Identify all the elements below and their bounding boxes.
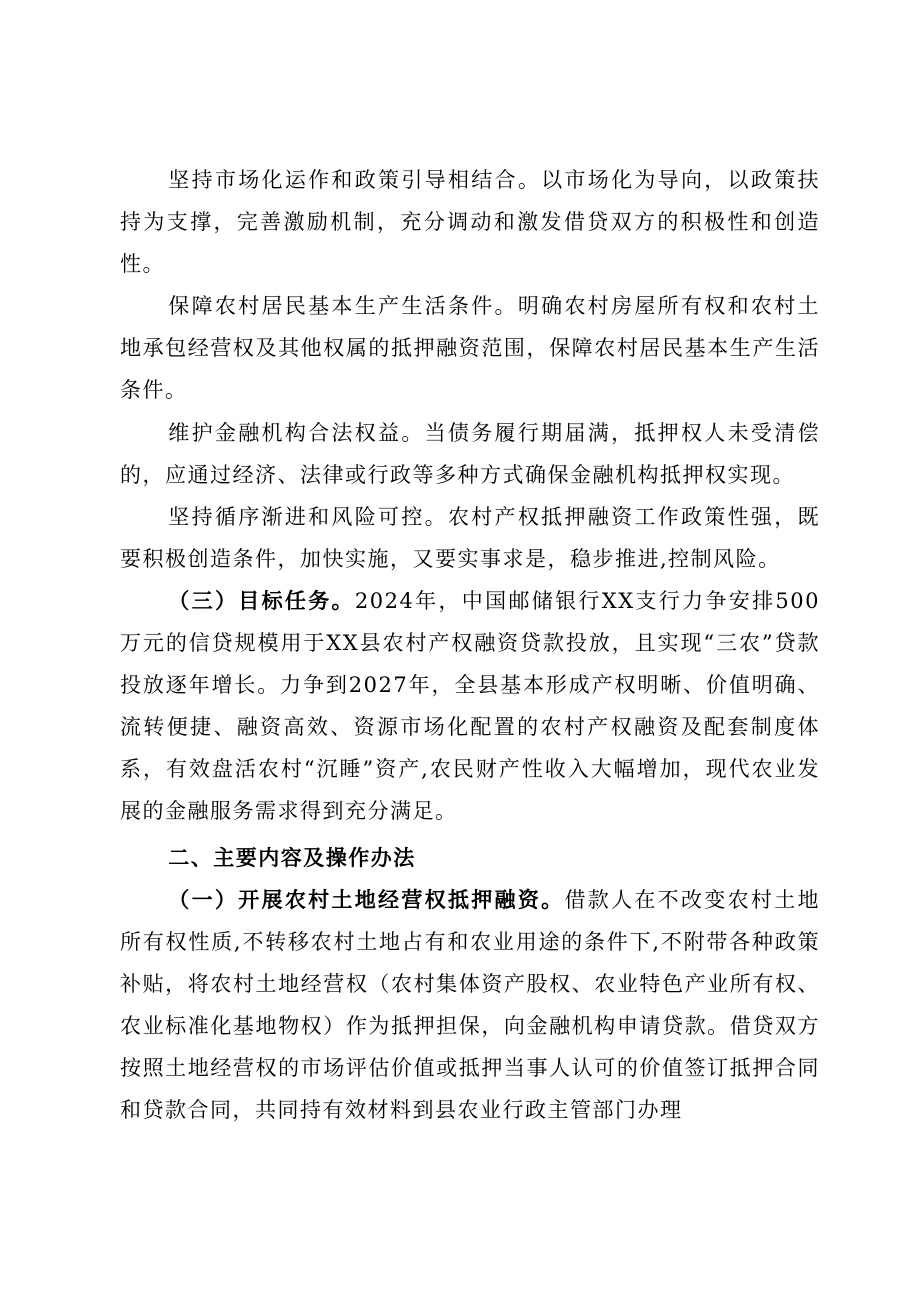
paragraph-market-policy: 坚持市场化运作和政策引导相结合。以市场化为导向，以政策扶持为支撑，完善激励机制，充分调动和激发借贷双方的积极性和创造性。 bbox=[120, 168, 820, 277]
paragraph-target-tasks bbox=[120, 580, 820, 833]
paragraph-living-conditions: 保障农村居民基本生产生活条件。明确农村房屋所有权和农村土地承包经营权及其他权属的抵押融资范围，保障农村居民基本生产生活条件。 bbox=[120, 294, 820, 403]
section-heading-main-content: 二、主要内容及操作办法 bbox=[168, 845, 416, 870]
paragraph-land-mortgage bbox=[120, 879, 820, 1132]
paragraph-risk-control: 坚持循序渐进和风险可控。农村产权抵押融资工作政策性强，既要积极创造条件，加快实施，又要实事求是，稳步推进,控制风险。 bbox=[120, 504, 820, 571]
land-mortgage-heading: （一）开展农村土地经营权抵押融资。 bbox=[168, 887, 565, 912]
document-body bbox=[120, 159, 820, 1131]
land-mortgage-body: 借款人在不改变农村土地所有权性质,不转移农村土地占有和农业用途的条件下,不附带各种政策补贴，将农村土地经营权（农村集体资产股权、农业特色产业所有权、农业标准化基地物权）作为抵押担保，向金融机构申请贷款。借贷双方按照土地经营权的市场评估价值或抵押当事人认可的价值签订抵押合同和贷款合同，共同持有效材料到县农业行政主管部门办理 bbox=[120, 887, 821, 1123]
target-tasks-heading: （三）目标任务。 bbox=[168, 588, 355, 613]
target-tasks-body: 2024年，中国邮储银行XX支行力争安排500万元的信贷规模用于XX县农村产权融资贷款投放，且实现“三农”贷款投放逐年增长。力争到2027年，全县基本形成产权明晰、价值明确、流转便捷、融资高效、资源市场化配置的农村产权融资及配套制度体系，有效盘活农村“沉睡”资产,农民财产性收入大幅增加，现代农业发展的金融服务需求得到充分满足。 bbox=[120, 588, 820, 824]
paragraph-financial-rights: 维护金融机构合法权益。当债务履行期届满，抵押权人未受清偿的，应通过经济、法律或行政等多种方式确保金融机构抵押权实现。 bbox=[120, 420, 820, 487]
